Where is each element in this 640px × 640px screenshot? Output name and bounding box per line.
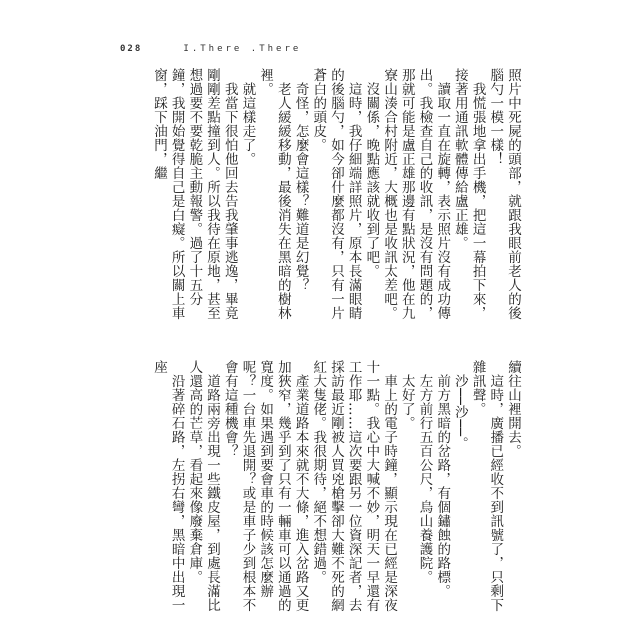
paragraph: 我慌張地拿出手機，把這一幕拍下來，接著用通訊軟體傳給盧正雄。 <box>451 68 486 320</box>
running-title: I.There .There <box>183 44 302 54</box>
page-header <box>120 44 301 58</box>
page-number: 028 <box>120 44 143 54</box>
paragraph: 前方黑暗的岔路，有個鏽蝕的路標。 <box>434 373 451 598</box>
text-column-top <box>145 68 521 330</box>
paragraph: 產業道路本來就不大條，進入岔路又更加狹窄，幾乎到了只有一輛車可以通過的寬度。如果遇到要會車的時候該怎麼辦呢？一台車先退開？或是車子少到根本不會有這種機會？ <box>221 360 309 612</box>
paragraph: 讀取一直在旋轉，表示照片沒有成功傳出。我檢查自己的收訊，是沒有問題的，那就可能是盧正雄那邊有點狀況，他在九寮山湊合村附近，大概也是收訊太差吧。 <box>381 68 451 320</box>
paragraph: 沿著碎石路，左拐右彎，黑暗中出現一座 <box>150 360 185 612</box>
paragraph: 就這樣走了。 <box>239 81 256 166</box>
paragraph: 這時，我仔細端詳照片，原本長滿眼睛的後腦勺，如今卻什麼都沒有，只有一片蒼白的頭皮。 <box>310 68 362 320</box>
paragraph: 老人緩緩移動，最後消失在黑暗的樹林裡。 <box>257 68 291 320</box>
paragraph: 照片中死屍的頭部，就跟我眼前老人的後腦勺一模一樣！ <box>487 68 521 320</box>
paragraph: 道路兩旁出現一些鐵皮屋，到處長滿比人還高的芒草，看起來像廢棄倉庫。 <box>186 360 221 612</box>
paragraph: 左方前行五百公尺，烏山養護院。 <box>416 373 433 584</box>
paragraph: 沙──沙──。 <box>451 373 468 451</box>
paragraph: 續往山裡開去。 <box>505 360 521 458</box>
text-column-bottom <box>150 360 521 612</box>
paragraph: 太好了。 <box>398 373 415 430</box>
paragraph: 奇怪，怎麼會這樣？難道是幻覺？ <box>292 81 309 292</box>
paragraph: 我當下很怕他回去告我肇事逃逸，畢竟剛剛差點撞到人。所以我待在原地，甚至想過要不要乾脆主動報警。過了十五分鐘，我開始覺得自己是白癡。所以關上車窗，踩下油門，繼 <box>150 68 238 320</box>
paragraph: 這時，廣播已經收不到訊號了，只剩下雜訊聲。 <box>469 360 504 612</box>
paragraph: 沒關係，晚點應該就收到了吧。 <box>363 81 380 278</box>
paragraph: 車上的電子時鐘，顯示現在已經是深夜十一點。我心中大喊不妙，明天一早還有工作耶……這次要跟另一位資深記者，去採訪最近剛被人買兇槍擊卻大難不死的網紅大隻佬。我很期待，絕不想錯過。 <box>310 360 398 612</box>
